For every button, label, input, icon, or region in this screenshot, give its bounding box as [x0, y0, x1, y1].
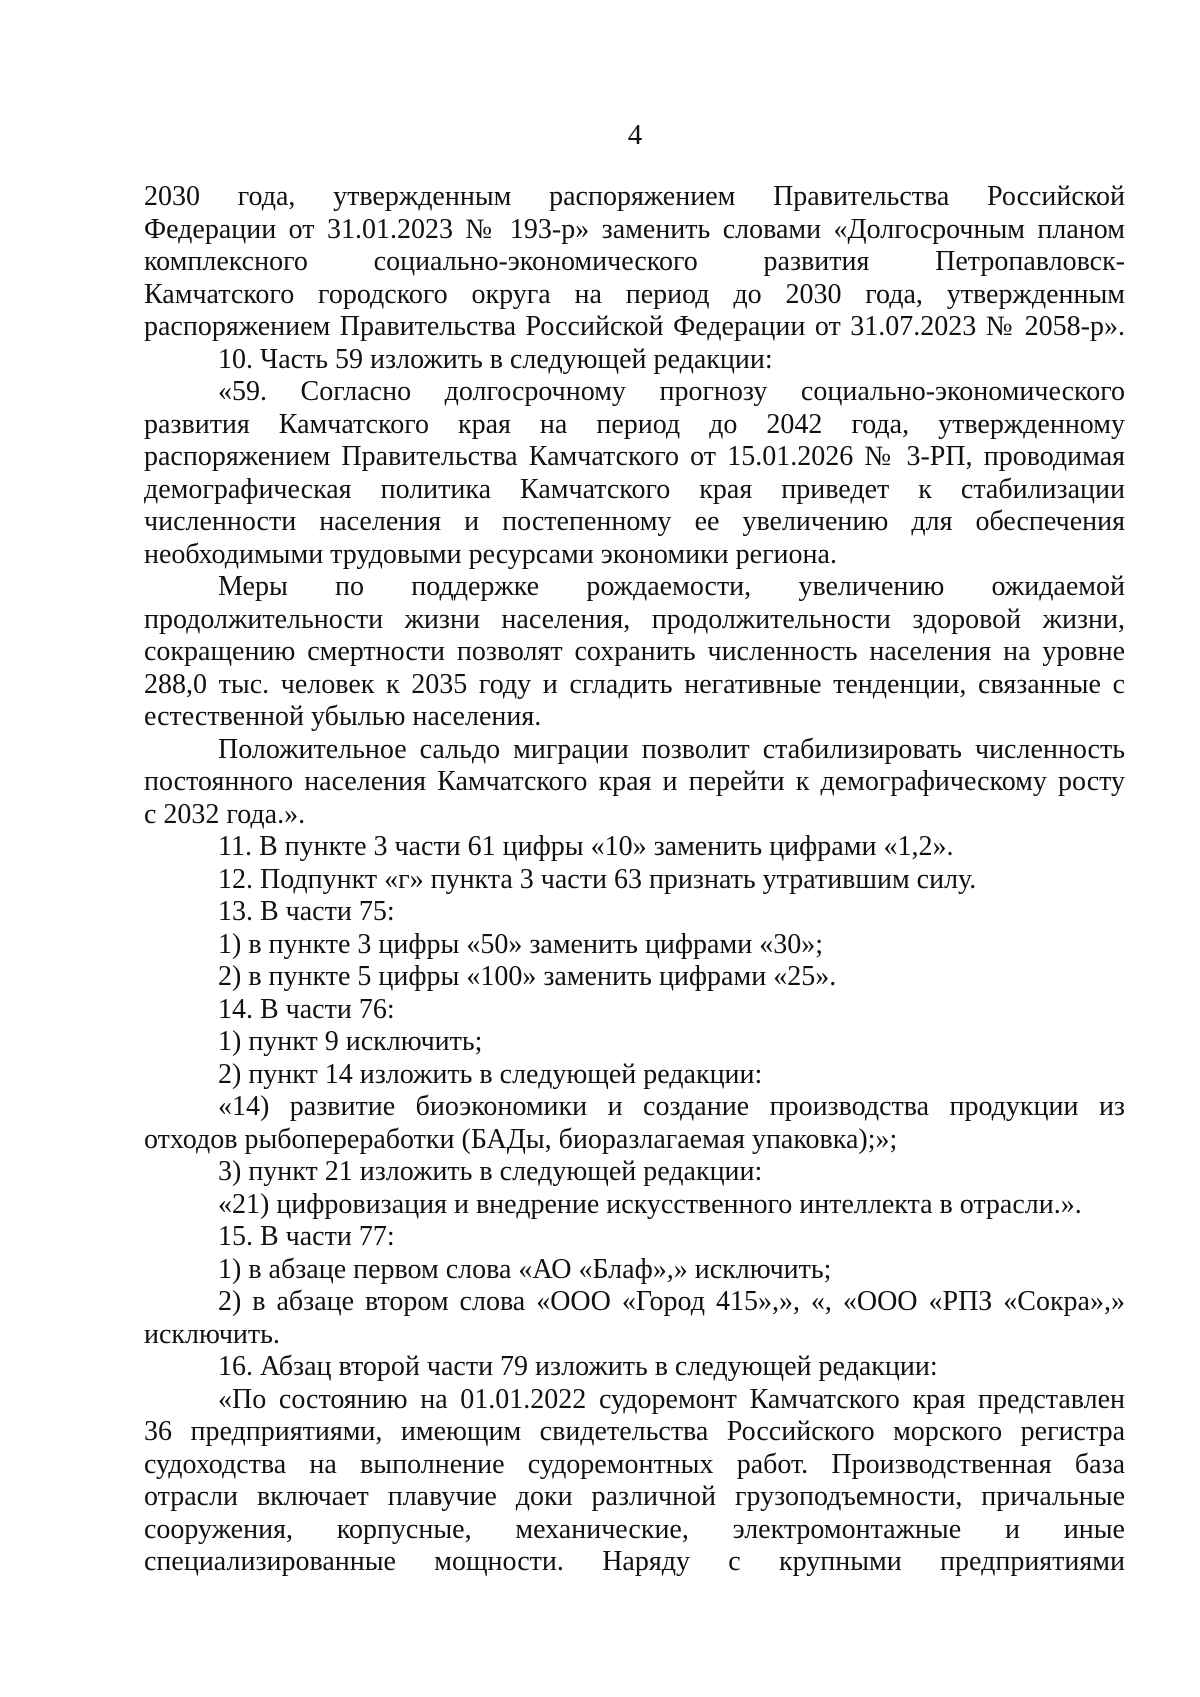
text-line: 1) пункт 9 исключить;: [218, 1026, 483, 1057]
text-line: исключить.: [144, 1318, 280, 1350]
text-line: сооружения, корпусные, механические, электромонтажные и иные: [144, 1513, 1125, 1545]
text-line: 16. Абзац второй части 79 изложить в следующей редакции:: [218, 1351, 938, 1382]
text-line: естественной убылью населения.: [144, 701, 542, 732]
text-line: численности населения и постепенному ее увеличению для обеспечения: [144, 506, 1125, 537]
text-line: распоряжением Правительства Российской Федерации от 31.07.2023 № 2058-р».: [144, 311, 1125, 342]
text-line: 13. В части 75:: [218, 896, 395, 927]
text-line: постоянного населения Камчатского края и перейти к демографическому росту: [144, 766, 1125, 797]
text-line: 1) в абзаце первом слова «АО «Блаф»,» исключить;: [218, 1253, 832, 1285]
text-line: судоходства на выполнение судоремонтных работ. Производственная база: [144, 1448, 1125, 1480]
text-line: 10. Часть 59 изложить в следующей редакции:: [218, 343, 773, 375]
text-line: с 2032 года.».: [144, 798, 306, 830]
text-line: 12. Подпункт «г» пункта 3 части 63 признать утратившим силу.: [218, 863, 977, 895]
text-line: 2) в пункте 5 цифры «100» заменить цифрами «25».: [218, 961, 837, 992]
text-line: Меры по поддержке рождаемости, увеличению ожидаемой: [218, 571, 1125, 602]
text-line: Положительное сальдо миграции позволит стабилизировать численность: [218, 733, 1125, 765]
text-line: «По состоянию на 01.01.2022 судоремонт Камчатского края представлен: [218, 1383, 1125, 1415]
text-line: специализированные мощности. Наряду с крупными предприятиями: [144, 1546, 1125, 1577]
document-body: [144, 181, 1125, 1579]
text-line: развития Камчатского края на период до 2042 года, утвержденному: [144, 408, 1125, 440]
text-line: Федерации от 31.01.2023 № 193-р» заменить словами «Долгосрочным планом: [144, 213, 1125, 245]
text-line: 1) в пункте 3 цифры «50» заменить цифрами «30»;: [218, 928, 823, 960]
text-line: 2) пункт 14 изложить в следующей редакции:: [218, 1058, 763, 1090]
text-line: отходов рыбопереработки (БАДы, биоразлагаемая упаковка);»;: [144, 1123, 898, 1155]
text-line: 15. В части 77:: [218, 1221, 395, 1252]
text-line: распоряжением Правительства Камчатского от 15.01.2026 № 3-РП, проводимая: [144, 441, 1125, 472]
text-line: «59. Согласно долгосрочному прогнозу социально-экономического: [218, 376, 1125, 407]
text-line: 36 предприятиями, имеющим свидетельства Российского морского регистра: [144, 1416, 1125, 1447]
text-line: 2030 года, утвержденным распоряжением Правительства Российской: [144, 181, 1125, 212]
text-line: 11. В пункте 3 части 61 цифры «10» заменить цифрами «1,2».: [218, 831, 954, 862]
text-line: «14) развитие биоэкономики и создание производства продукции из: [218, 1091, 1125, 1122]
text-line: 2) в абзаце втором слова «ООО «Город 415»,», «, «ООО «РПЗ «Сокра»,»: [218, 1286, 1125, 1317]
text-line: необходимыми трудовыми ресурсами экономики региона.: [144, 538, 837, 570]
text-line: 14. В части 76:: [218, 993, 395, 1025]
text-line: продолжительности жизни населения, продолжительности здоровой жизни,: [144, 603, 1125, 635]
text-line: 288,0 тыс. человек к 2035 году и сгладить негативные тенденции, связанные с: [144, 668, 1125, 700]
text-line: «21) цифровизация и внедрение искусственного интеллекта в отрасли.».: [218, 1188, 1082, 1220]
text-line: отрасли включает плавучие доки различной грузоподъемности, причальные: [144, 1481, 1125, 1512]
text-line: демографическая политика Камчатского края приведет к стабилизации: [144, 473, 1125, 505]
text-line: комплексного социально-экономического развития Петропавловск-: [144, 246, 1125, 277]
text-line: 3) пункт 21 изложить в следующей редакции:: [218, 1156, 763, 1187]
text-line: Камчатского городского округа на период до 2030 года, утвержденным: [144, 278, 1125, 310]
page-number: 4: [627, 119, 643, 151]
text-line: сокращению смертности позволят сохранить численность населения на уровне: [144, 636, 1125, 667]
